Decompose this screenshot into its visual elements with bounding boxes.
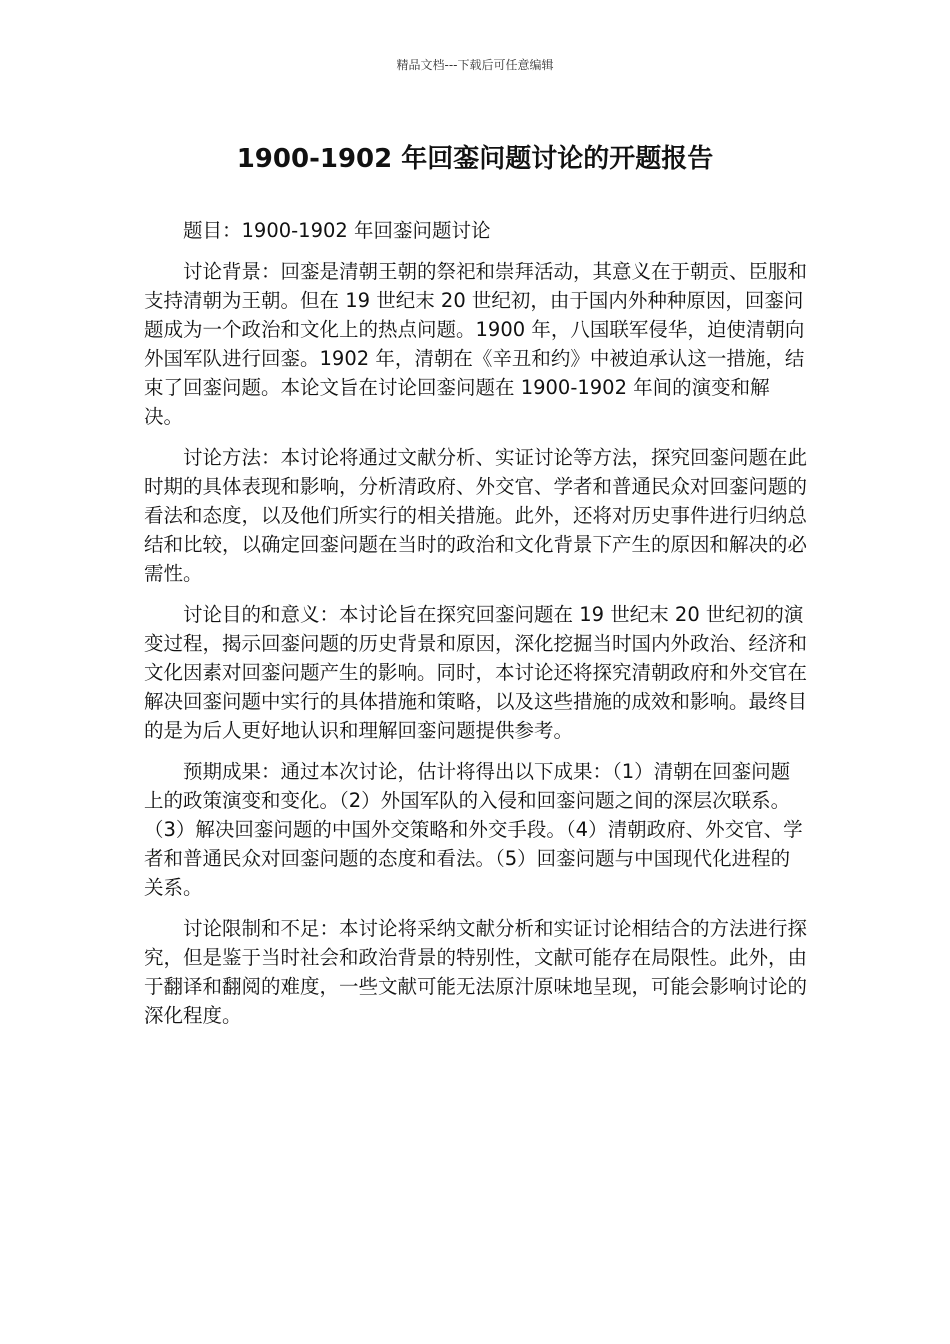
- paragraph-method: 讨论方法：本讨论将通过文献分析、实证讨论等方法，探究回銮问题在此时期的具体表现和影响，分析清政府、外交官、学者和普通民众对回銮问题的看法和态度，以及他们所实行的相关措施。此外，还将对历史事件进行归纳总结和比较，以确定回銮问题在当时的政治和文化背景下产生的原因和解决的必需性。: [144, 446, 808, 585]
- paragraph-expected-results: 预期成果：通过本次讨论，估计将得出以下成果：（1）清朝在回銮问题上的政策演变和变化。（2）外国军队的入侵和回銮问题之间的深层次联系。（3）解决回銮问题的中国外交策略和外交手段。（4）清朝政府、外交官、学者和普通民众对回銮问题的态度和看法。（5）回銮问题与中国现代化进程的关系。: [144, 760, 803, 899]
- paragraph-purpose: 讨论目的和意义：本讨论旨在探究回銮问题在 19 世纪末 20 世纪初的演变过程，揭示回銮问题的历史背景和原因，深化挖掘当时国内外政治、经济和文化因素对回銮问题产生的影响。同时，本讨论还将探究清朝政府和外交官在解决回銮问题中实行的具体措施和策略，以及这些措施的成效和影响。最终目的是为后人更好地认识和理解回銮问题提供参考。: [144, 603, 808, 742]
- paragraph-background: 讨论背景：回銮是清朝王朝的祭祀和崇拜活动，其意义在于朝贡、臣服和支持清朝为王朝。但在 19 世纪末 20 世纪初，由于国内外种种原因，回銮问题成为一个政治和文化上的热点问题。1900 年，八国联军侵华，迫使清朝向外国军队进行回銮。1902 年，清朝在《辛丑和约》中被迫承认这一措施，结束了回銮问题。本论文旨在讨论回銮问题在 1900-1902 年间的演变和解决。: [144, 260, 808, 428]
- document-title: 1900-1902 年回銮问题讨论的开题报告: [236, 144, 714, 174]
- page-header: 精品文档---下载后可任意编辑: [396, 58, 554, 72]
- paragraph-topic: 题目：1900-1902 年回銮问题讨论: [183, 219, 491, 242]
- paragraph-limitations: 讨论限制和不足：本讨论将采纳文献分析和实证讨论相结合的方法进行探究，但是鉴于当时社会和政治背景的特别性，文献可能存在局限性。此外，由于翻译和翻阅的难度，一些文献可能无法原汁原味地呈现，可能会影响讨论的深化程度。: [144, 917, 808, 1027]
- document-body: [144, 216, 808, 1042]
